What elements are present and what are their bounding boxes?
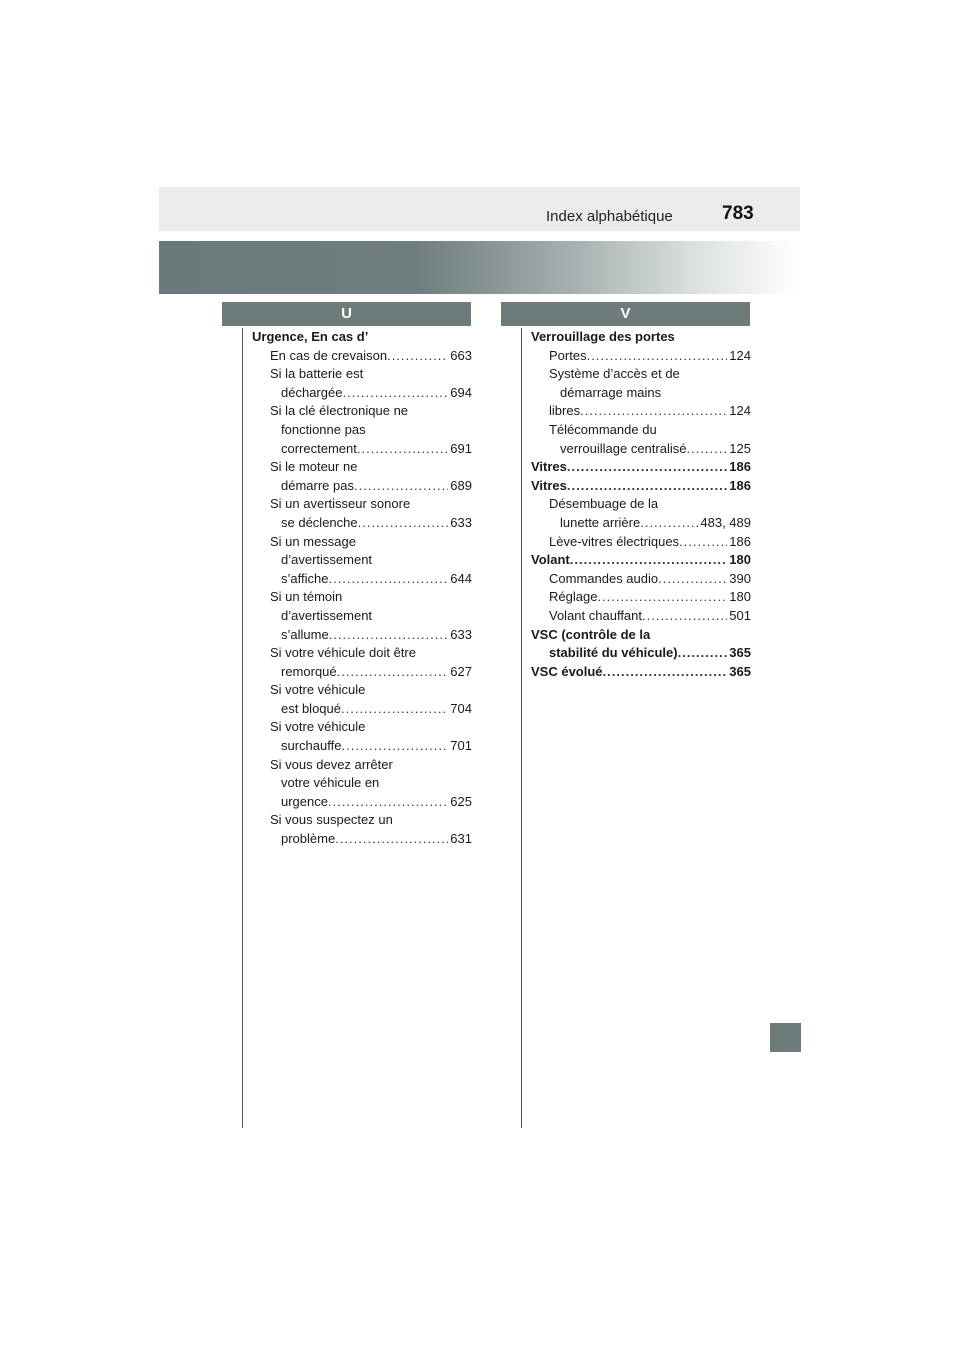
index-entry: [252, 793, 472, 812]
index-entry-text: verrouillage centralisé: [560, 440, 687, 456]
index-entry: [252, 756, 472, 775]
index-entry-text: Si un avertisseur sonore: [270, 496, 411, 512]
index-entry: [252, 421, 472, 440]
index-entry-page: 180: [729, 589, 751, 605]
index-entry: [531, 458, 751, 477]
index-entry: [252, 588, 472, 607]
index-entry: [531, 421, 751, 440]
index-entry-text: En cas de crevaison: [270, 347, 388, 363]
index-entry: [252, 458, 472, 477]
index-entry-page: 186: [729, 533, 751, 549]
index-entry-page: 124: [729, 403, 751, 419]
index-entry-text: remorqué: [281, 663, 337, 679]
index-entry: [252, 533, 472, 552]
index-entry: [252, 774, 472, 793]
index-entry: [252, 644, 472, 663]
index-entry: [531, 607, 751, 626]
index-entry-page: 124: [729, 347, 751, 363]
dot-leader: [587, 347, 728, 366]
index-entry-page: 689: [450, 477, 472, 493]
dot-leader: [328, 570, 448, 589]
index-entry: [252, 551, 472, 570]
index-entry-text: s’affiche: [281, 570, 329, 586]
index-entry-text: stabilité du véhicule): [549, 645, 678, 661]
dot-leader: [679, 533, 727, 552]
index-entry: [252, 384, 472, 403]
index-entry-text: Volant: [531, 552, 570, 568]
index-entry-text: correctement: [281, 440, 357, 456]
index-entry-text: Commandes audio: [549, 570, 659, 586]
index-entry-page: 704: [450, 700, 472, 716]
index-entry: [252, 570, 472, 589]
index-entry-text: Si vous suspectez un: [270, 812, 393, 828]
index-entry-text: démarre pas: [281, 477, 354, 493]
index-entry: [531, 533, 751, 552]
dot-leader: [686, 440, 727, 459]
index-entry: [252, 495, 472, 514]
index-entry: [252, 718, 472, 737]
dot-leader: [642, 607, 727, 626]
dot-leader: [341, 700, 448, 719]
dot-leader: [603, 663, 728, 682]
dot-leader: [341, 737, 448, 756]
dot-leader: [358, 514, 449, 533]
index-entry-text: Réglage: [549, 589, 598, 605]
index-entry: [531, 365, 751, 384]
index-entry: [252, 681, 472, 700]
index-entry-page: 631: [450, 831, 472, 847]
index-entry-text: démarrage mains: [560, 384, 662, 400]
index-entry: [531, 402, 751, 421]
dot-leader: [337, 663, 449, 682]
index-entry-page: 125: [729, 440, 751, 456]
index-entry-text: s’allume: [281, 626, 329, 642]
index-entry-page: 633: [450, 626, 472, 642]
index-entry: [531, 570, 751, 589]
index-entry-text: Vitres: [531, 477, 567, 493]
page-number: 783: [722, 203, 754, 224]
index-entry: [252, 347, 472, 366]
index-column-u: [252, 328, 472, 849]
index-entry: [531, 644, 751, 663]
index-entry-page: 483, 489: [700, 514, 751, 530]
index-entry-text: Si votre véhicule doit être: [270, 645, 416, 661]
index-entry-page: 625: [450, 793, 472, 809]
index-entry: [252, 700, 472, 719]
index-entry: [531, 514, 751, 533]
dot-leader: [570, 551, 728, 570]
index-entry-text: Si votre véhicule: [270, 719, 366, 735]
index-entry: [531, 588, 751, 607]
index-entry-page: 180: [729, 552, 751, 568]
index-entry-text: problème: [281, 831, 336, 847]
dot-leader: [342, 384, 448, 403]
index-entry-text: Si un message: [270, 533, 356, 549]
dot-leader: [567, 477, 727, 496]
column-divider-v: [521, 328, 522, 1128]
dot-leader: [640, 514, 698, 533]
index-entry-text: Si la clé électronique ne: [270, 403, 409, 419]
index-entry-text: Verrouillage des portes: [531, 329, 675, 344]
index-entry-page: 691: [450, 440, 472, 456]
section-header-u: U: [222, 302, 471, 326]
index-entry: [252, 365, 472, 384]
index-entry: [531, 477, 751, 496]
index-entry: [252, 440, 472, 459]
index-entry-text: Si vous devez arrêter: [270, 756, 393, 772]
index-entry-page: 365: [729, 663, 751, 679]
index-entry: [252, 607, 472, 626]
index-entry-text: Télécommande du: [549, 421, 657, 437]
page-title: Index alphabétique: [546, 208, 673, 225]
index-entry-text: VSC (contrôle de la: [531, 626, 651, 642]
index-entry-text: Système d’accès et de: [549, 366, 680, 382]
index-entry-text: Désembuage de la: [549, 496, 659, 512]
index-entry: [531, 328, 751, 347]
index-entry: [252, 663, 472, 682]
decorative-gradient-bar: [159, 241, 800, 294]
index-entry-text: se déclenche: [281, 514, 358, 530]
dot-leader: [328, 793, 448, 812]
index-entry-text: d’avertissement: [281, 607, 373, 623]
index-entry-page: 633: [450, 514, 472, 530]
index-entry-text: votre véhicule en: [281, 775, 380, 791]
index-entry: [531, 663, 751, 682]
index-entry-text: Si un témoin: [270, 589, 343, 605]
index-entry-text: surchauffe: [281, 738, 342, 754]
index-entry: [252, 830, 472, 849]
index-entry-page: 644: [450, 570, 472, 586]
section-tab-marker: [770, 1023, 801, 1052]
index-entry-text: VSC évolué: [531, 663, 603, 679]
index-entry-text: Si le moteur ne: [270, 459, 358, 475]
index-entry-page: 501: [729, 607, 751, 623]
index-entry: [531, 551, 751, 570]
index-entry-page: 365: [729, 645, 751, 661]
index-entry-text: Portes: [549, 347, 587, 363]
index-entry: [531, 495, 751, 514]
index-entry: [531, 440, 751, 459]
index-entry-page: 186: [729, 459, 751, 475]
index-entry-text: d’avertissement: [281, 552, 373, 568]
index-entry-text: déchargée: [281, 384, 343, 400]
dot-leader: [678, 644, 728, 663]
dot-leader: [567, 458, 727, 477]
dot-leader: [387, 347, 448, 366]
index-column-v: [531, 328, 751, 681]
index-entry: [252, 477, 472, 496]
index-entry-text: Urgence, En cas d’: [252, 329, 369, 344]
index-entry-text: fonctionne pas: [281, 421, 366, 437]
dot-leader: [658, 570, 727, 589]
index-entry-text: Si la batterie est: [270, 366, 364, 382]
dot-leader: [335, 830, 448, 849]
index-entry-text: est bloqué: [281, 700, 341, 716]
dot-leader: [580, 402, 727, 421]
index-entry: [252, 811, 472, 830]
index-entry-page: 627: [450, 663, 472, 679]
index-entry: [531, 384, 751, 403]
index-entry: [252, 402, 472, 421]
index-entry: [252, 328, 472, 347]
index-entry-page: 694: [450, 384, 472, 400]
index-entry-page: 186: [729, 477, 751, 493]
index-entry-text: Vitres: [531, 459, 567, 475]
index-entry-page: 663: [450, 347, 472, 363]
index-entry-text: Si votre véhicule: [270, 682, 366, 698]
column-divider-u: [242, 328, 243, 1128]
index-entry: [252, 626, 472, 645]
index-entry-text: lunette arrière: [560, 514, 641, 530]
index-entry-text: Lève-vitres électriques: [549, 533, 680, 549]
dot-leader: [354, 477, 448, 496]
section-header-v: V: [501, 302, 750, 326]
dot-leader: [357, 440, 448, 459]
index-entry: [531, 626, 751, 645]
index-entry: [252, 737, 472, 756]
dot-leader: [597, 588, 727, 607]
index-entry: [531, 347, 751, 366]
index-entry: [252, 514, 472, 533]
index-entry-text: libres: [549, 403, 581, 419]
index-entry-text: Volant chauffant: [549, 607, 643, 623]
index-entry-page: 390: [729, 570, 751, 586]
dot-leader: [329, 626, 449, 645]
index-entry-page: 701: [450, 738, 472, 754]
header-band: [159, 187, 800, 231]
index-entry-text: urgence: [281, 793, 328, 809]
